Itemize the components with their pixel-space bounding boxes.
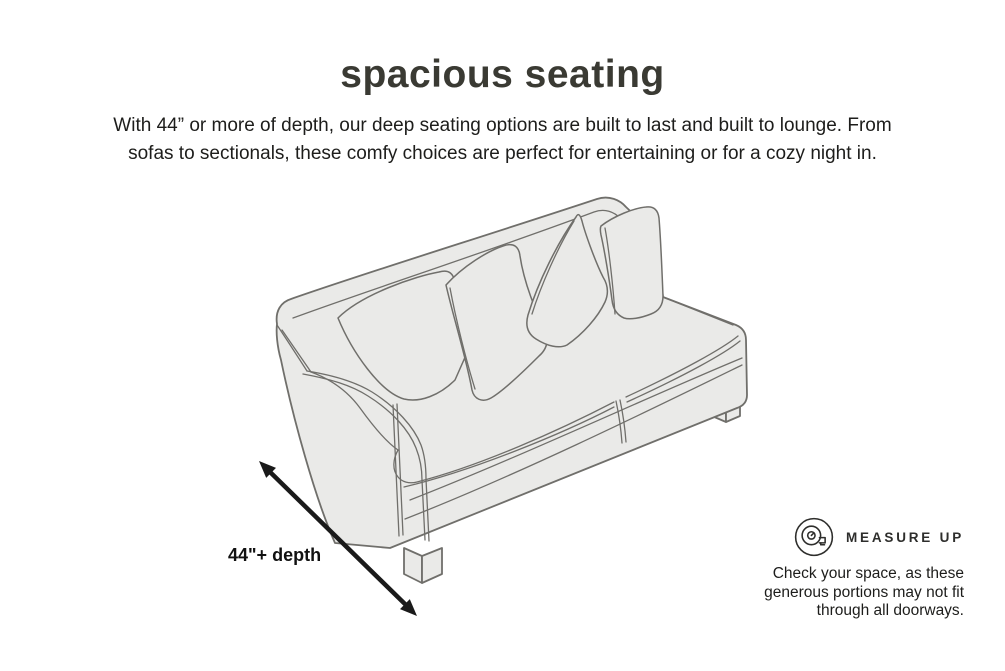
depth-dimension-label: 44"+ depth bbox=[228, 545, 322, 565]
measure-up-note-line-2: generous portions may not fit bbox=[764, 583, 964, 601]
tape-measure-icon bbox=[793, 516, 835, 558]
measure-up-note bbox=[752, 565, 964, 621]
measure-up-label: MEASURE UP bbox=[845, 529, 964, 545]
measure-up-header bbox=[752, 516, 964, 558]
measure-up-note-line-3: through all doorways. bbox=[816, 602, 964, 620]
measure-up-note-line-1: Check your space, as these bbox=[772, 565, 964, 582]
measure-up-badge bbox=[752, 516, 964, 621]
page-title: spacious seating bbox=[340, 53, 665, 96]
intro-line-2: sofas to sectionals, these comfy choices are perfect for entertaining or for a cozy night in. bbox=[128, 142, 877, 164]
intro-line-1: With 44” or more of depth, our deep seating options are built to last and built to lounge. From bbox=[113, 115, 892, 136]
